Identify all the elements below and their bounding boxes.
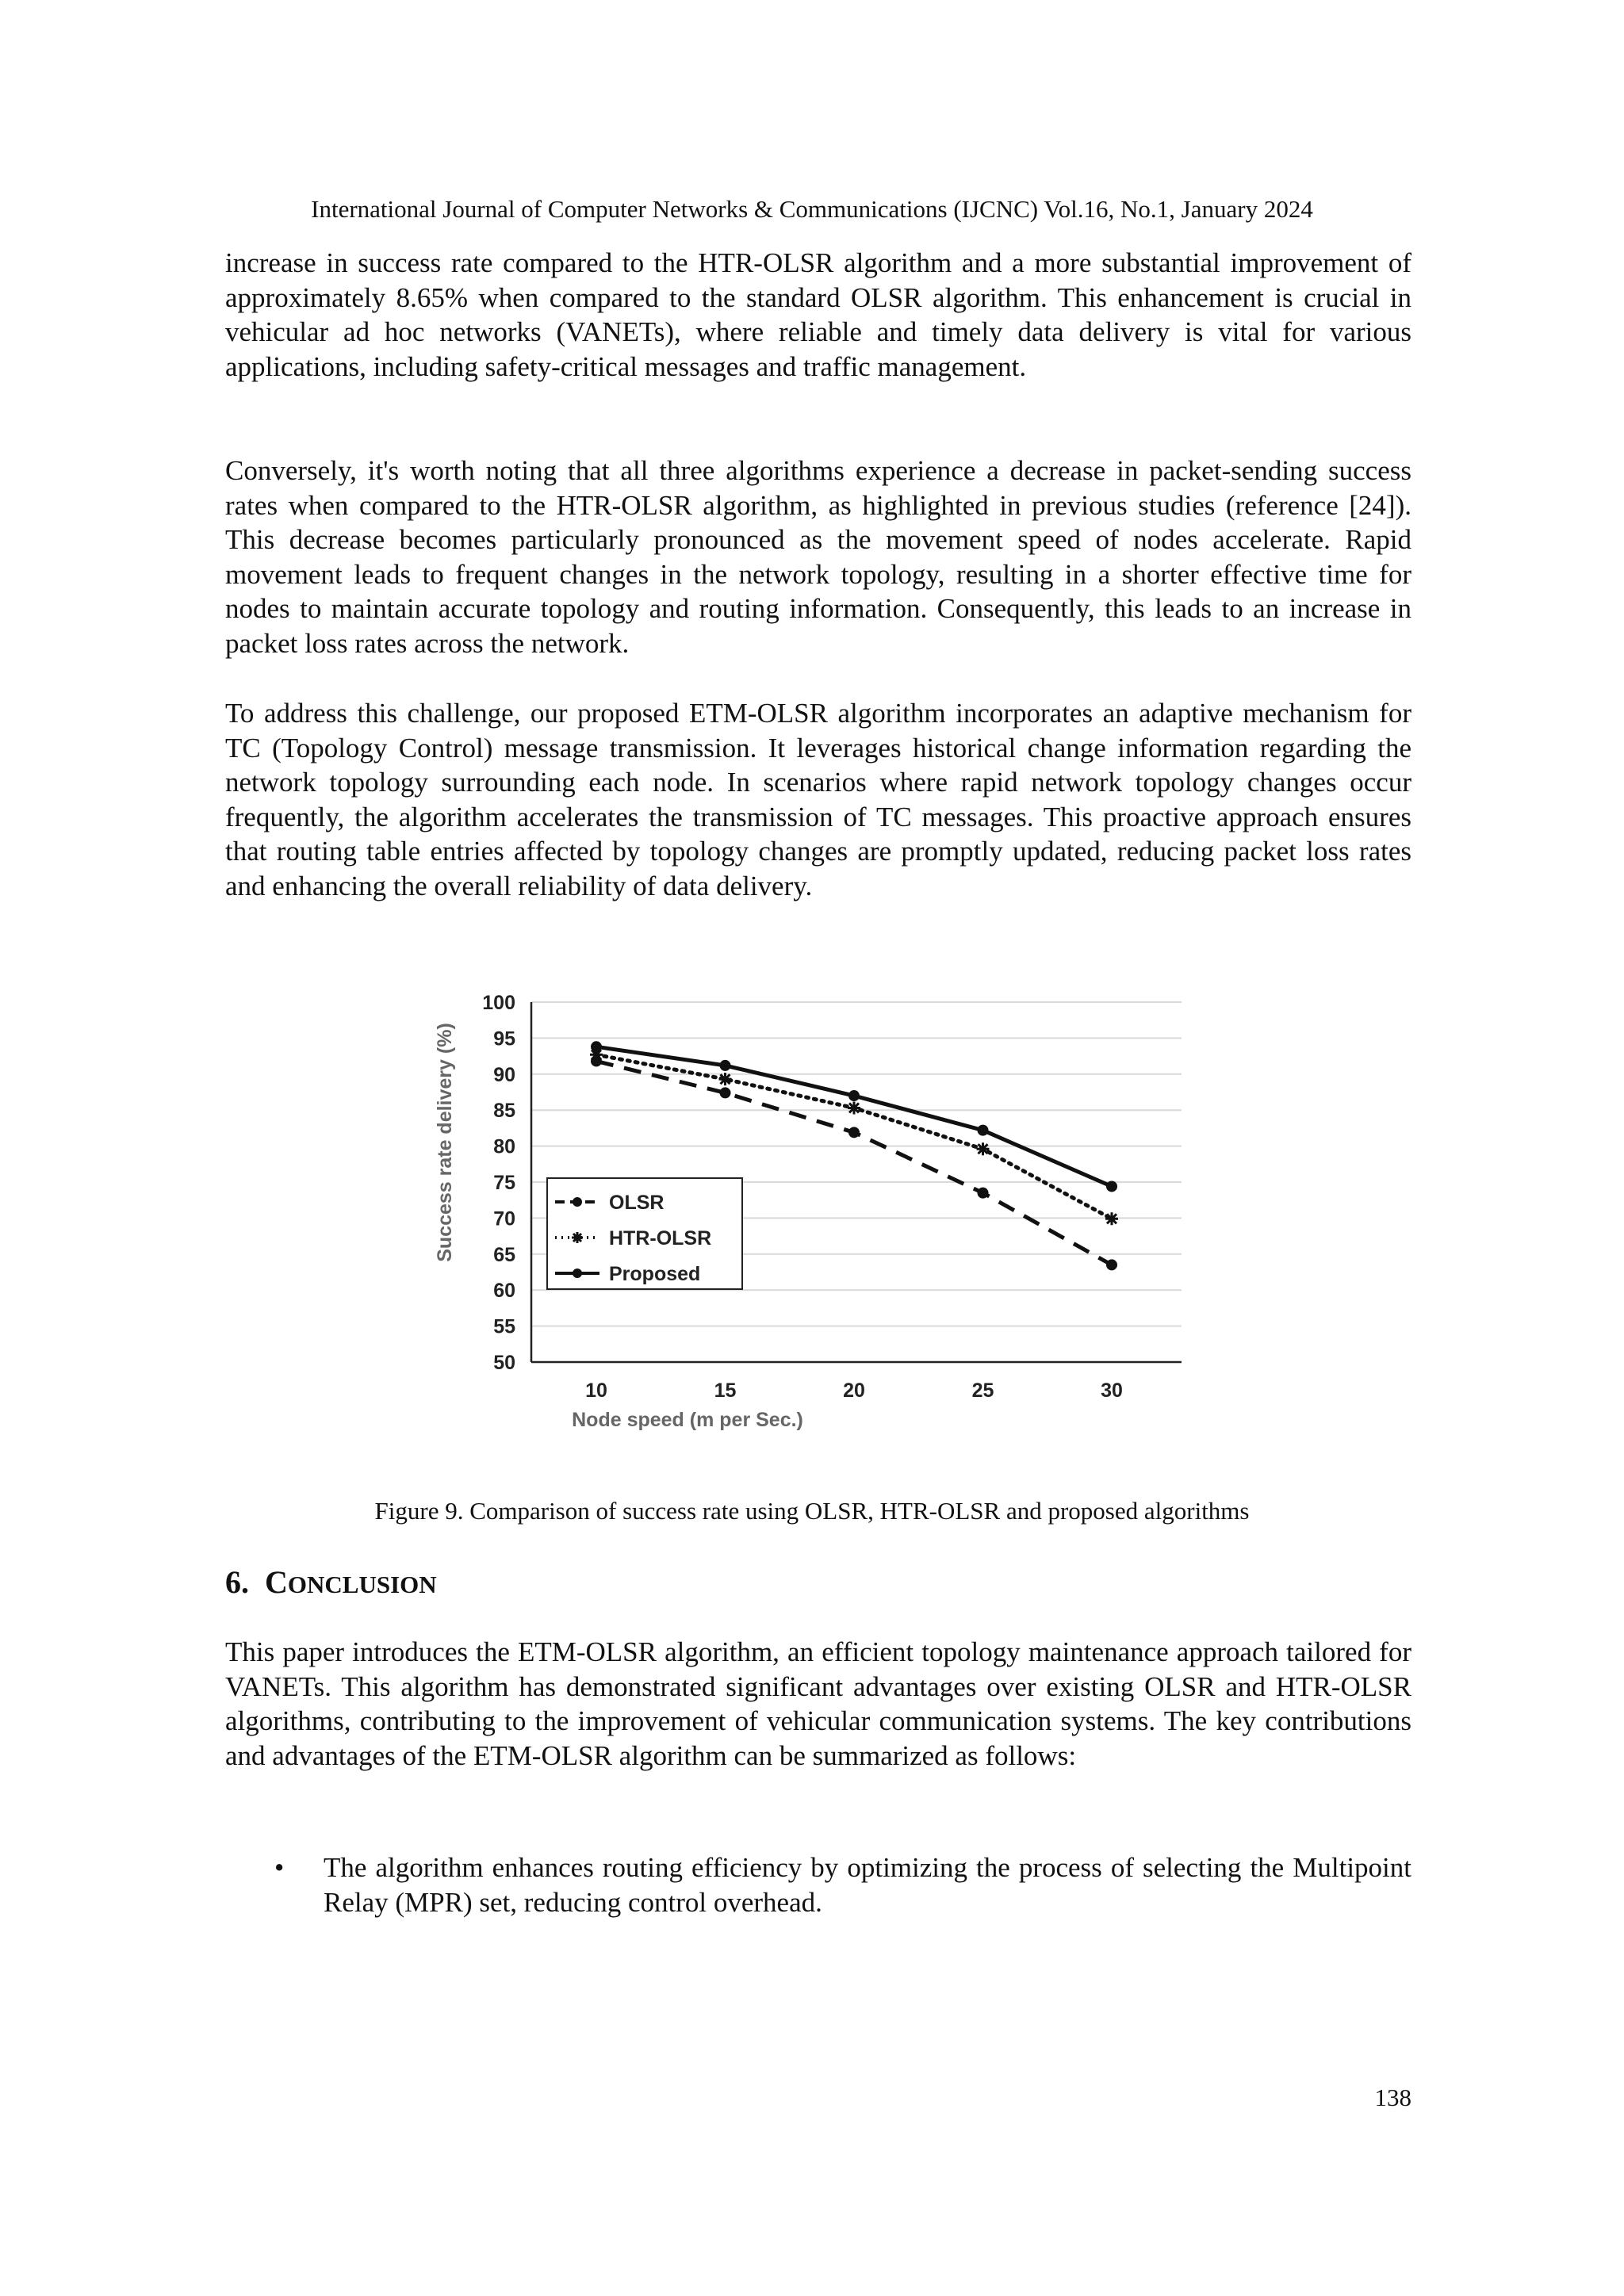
y-tick-label: 95 (493, 1027, 515, 1050)
x-tick-label: 25 (971, 1380, 994, 1402)
legend-label-htr-olsr: HTR-OLSR (609, 1227, 712, 1249)
paragraph-1: increase in success rate compared to the HTR-OLSR algorithm and a more substantial improvement of approximately 8.65% when compared to the standard OLSR algorithm. This enhancement is crucial in vehicular ad hoc networks (VANETs), where reliable and timely data delivery is vital for various applications, including safety-critical messages and traffic management. (225, 247, 1411, 382)
data-point-proposed (848, 1090, 860, 1101)
page-number: 138 (1374, 2084, 1411, 2111)
section-number: 6. (225, 1564, 249, 1600)
legend-marker-olsr (573, 1197, 582, 1207)
figure-9 (428, 974, 1189, 1449)
paragraph-4: This paper introduces the ETM-OLSR algorithm, an efficient topology maintenance approach tailored for VANETs. This algorithm has demonstrated significant advantages over existing OLSR and HTR-OLSR algorithms, contributing to the improvement of vehicular communication systems. The key contributions and advantages of the ETM-OLSR algorithm can be summarized as follows: (225, 1636, 1411, 1771)
x-tick-label: 10 (585, 1380, 607, 1402)
data-point-olsr (720, 1087, 731, 1098)
success-rate-chart (428, 974, 1189, 1449)
x-tick-label: 30 (1101, 1380, 1123, 1402)
paragraph-2: Conversely, it's worth noting that all three algorithms experience a decrease in packet-sending success rates when compared to the HTR-OLSR algorithm, as highlighted in previous studies (reference [24]). This decrease becomes particularly pronounced as the movement speed of nodes accelerate. Rapid movement leads to frequent changes in the network topology, resulting in a shorter effective time for nodes to maintain accurate topology and routing information. Consequently, this leads to an increase in packet loss rates across the network. (225, 455, 1411, 659)
data-point-olsr (978, 1188, 989, 1199)
data-point-proposed (591, 1041, 602, 1052)
y-tick-label: 70 (493, 1207, 515, 1230)
x-tick-label: 20 (843, 1380, 865, 1402)
data-point-olsr (848, 1127, 860, 1138)
data-point-htr-olsr (719, 1073, 732, 1085)
section-title-initial: C (265, 1564, 288, 1600)
journal-header: International Journal of Computer Networks & Communications (IJCNC) Vol.16, No.1, January 2024 (311, 195, 1313, 223)
x-axis-label: Node speed (m per Sec.) (572, 1409, 803, 1431)
y-tick-label: 75 (493, 1172, 515, 1194)
figure-caption: Figure 9. Comparison of success rate using OLSR, HTR-OLSR and proposed algorithms (374, 1497, 1250, 1525)
legend-label-olsr: OLSR (609, 1192, 665, 1214)
data-point-htr-olsr (977, 1142, 990, 1155)
data-point-htr-olsr (848, 1101, 860, 1114)
y-tick-label: 80 (493, 1135, 515, 1158)
legend-label-proposed: Proposed (609, 1263, 701, 1285)
paragraph-3: To address this challenge, our proposed ETM-OLSR algorithm incorporates an adaptive mechanism for TC (Topology Control) message transmission. It leverages historical change information regarding the network topology surrounding each node. In scenarios where rapid network topology changes occur frequently, the algorithm accelerates the transmission of TC messages. This proactive approach ensures that routing table entries affected by topology changes are promptly updated, reducing packet loss rates and enhancing the overall reliability of data delivery. (225, 698, 1411, 901)
data-point-proposed (720, 1060, 731, 1071)
bullet-text: The algorithm enhances routing efficiency by optimizing the process of selecting the Multipoint Relay (MPR) set, reducing control overhead. (324, 1852, 1411, 1918)
y-tick-label: 90 (493, 1063, 515, 1086)
y-tick-label: 65 (493, 1243, 515, 1266)
y-tick-label: 85 (493, 1100, 515, 1123)
y-axis-label: Success rate delivery (%) (434, 1023, 456, 1262)
data-point-proposed (1106, 1181, 1117, 1192)
section-title-rest: ONCLUSION (287, 1571, 437, 1598)
y-tick-label: 100 (482, 992, 515, 1014)
legend-marker-proposed (573, 1269, 582, 1278)
data-point-proposed (978, 1125, 989, 1136)
y-tick-label: 55 (493, 1315, 515, 1338)
data-point-htr-olsr (1105, 1212, 1118, 1225)
bullet-symbol: • (274, 1852, 285, 1883)
y-tick-label: 60 (493, 1280, 515, 1303)
section-heading (225, 1563, 437, 1601)
chart-legend (547, 1178, 742, 1289)
legend-marker-htr-olsr (572, 1232, 583, 1243)
y-tick-label: 50 (493, 1352, 515, 1374)
data-point-olsr (1106, 1259, 1117, 1270)
x-tick-label: 15 (714, 1380, 737, 1402)
